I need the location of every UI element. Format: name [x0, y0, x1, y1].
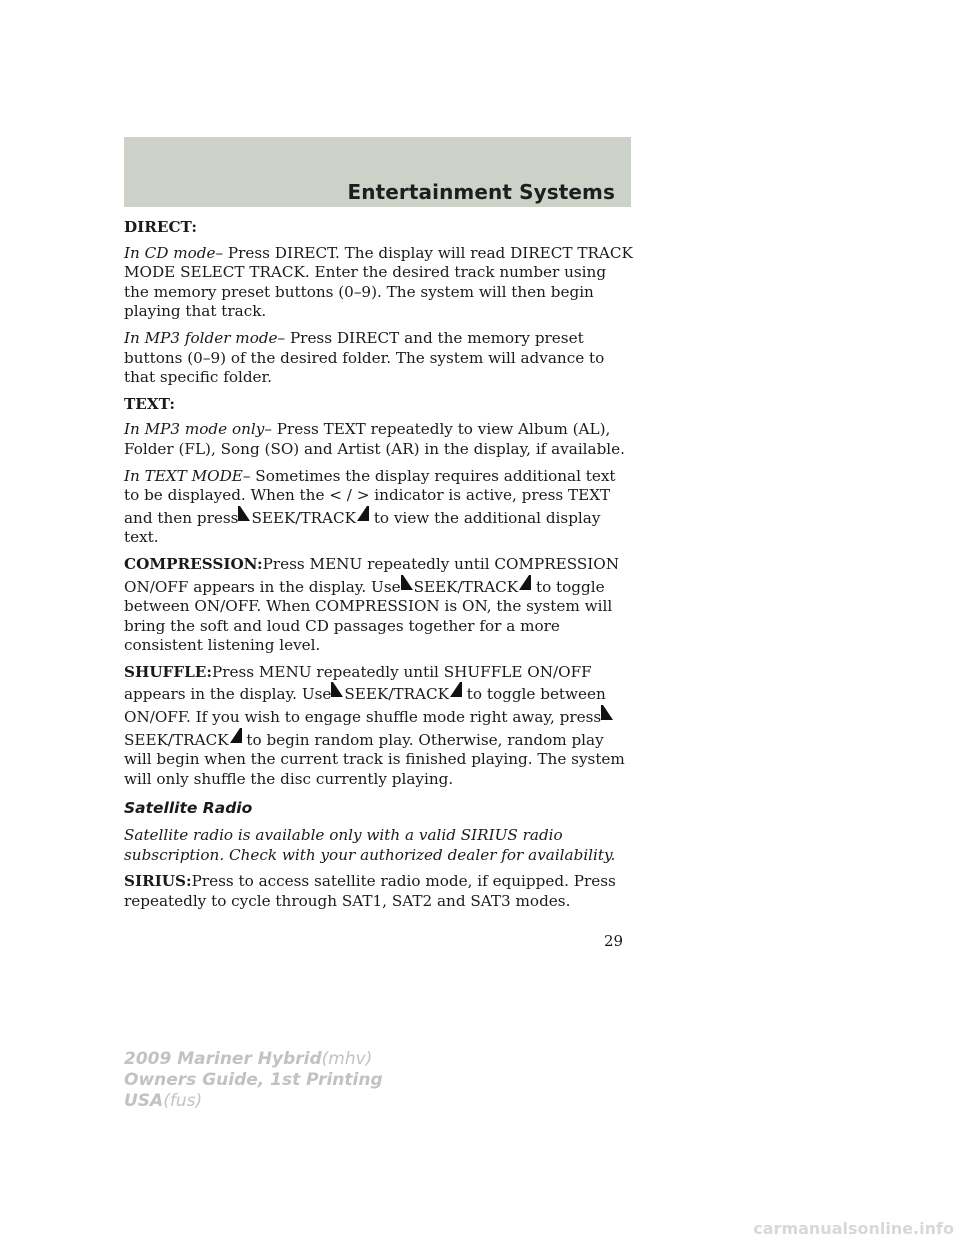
footer-model-code: (mhv) [321, 1049, 373, 1069]
direct-mp3-folder-paragraph [124, 329, 634, 388]
seek-back-triangle-icon [331, 682, 344, 700]
shuffle-label: SHUFFLE: [124, 662, 212, 681]
seek-back-triangle-icon [401, 575, 414, 593]
seek-forward-triangle-icon [449, 682, 462, 700]
seek-forward-triangle-icon [356, 506, 369, 524]
shuffle-paragraph [124, 663, 634, 790]
seek-track-label: SEEK/TRACK [251, 508, 356, 527]
seek-forward-triangle-icon [601, 705, 614, 723]
watermark: carmanualsonline.info [753, 1219, 954, 1238]
shuffle-text-end: to begin random play. Otherwise, random play will begin when the current track is finished playing. The system will only shuffle the disc currently playing. [124, 730, 625, 788]
direct-heading: DIRECT: [124, 218, 197, 236]
text-mode-text: – Sometimes the display requires additional text to be displayed. When the < / > indicator is active, press TEXT and then press [124, 466, 616, 527]
shuffle-text: Press MENU repeatedly until SHUFFLE ON/OFF appears in the display. Use [124, 662, 592, 704]
page-content [124, 218, 634, 918]
section-title: Entertainment Systems [347, 180, 615, 204]
cd-mode-text: – Press DIRECT. The display will read DIRECT TRACK MODE SELECT TRACK. Enter the desired track number using the memory preset buttons (0–9). The system will then begin playing that track. [124, 243, 633, 321]
page-number: 29 [604, 932, 624, 950]
text-mode-text-end: to view the additional display text. [124, 508, 601, 547]
seek-forward-triangle-icon [229, 728, 242, 746]
mp3-only-text: – Press TEXT repeatedly to view Album (AL), Folder (FL), Song (SO) and Artist (AR) in the display, if available. [124, 420, 625, 458]
footer-line-3 [124, 1091, 383, 1112]
mp3-folder-label: In MP3 folder mode [124, 328, 278, 347]
direct-cd-mode-paragraph [124, 244, 634, 322]
text-mp3-only-paragraph [124, 420, 634, 459]
sirius-paragraph [124, 872, 634, 911]
text-mode-paragraph [124, 467, 634, 548]
seek-forward-triangle-icon [518, 575, 531, 593]
footer-line-2: Owners Guide, 1st Printing [124, 1070, 383, 1090]
footer [124, 1049, 383, 1112]
compression-label: COMPRESSION: [124, 554, 263, 573]
seek-track-label: SEEK/TRACK [124, 730, 229, 749]
satellite-note [124, 826, 634, 865]
satellite-radio-title: Satellite Radio [124, 799, 253, 818]
mp3-only-label: In MP3 mode only [124, 420, 265, 439]
sirius-text: Press to access satellite radio mode, if equipped. Press repeatedly to cycle through SAT1, SAT2 and SAT3 modes. [124, 872, 616, 910]
mp3-folder-text: – Press DIRECT and the memory preset buttons (0–9) of the desired folder. The system will advance to that specific folder. [124, 328, 605, 387]
seek-track-label: SEEK/TRACK [344, 685, 449, 704]
satellite-note-text: Satellite radio is available only with a valid SIRIUS radio subscription. Check with your authorized dealer for availability. [124, 826, 616, 864]
text-mode-label: In TEXT MODE [124, 466, 243, 485]
footer-market: USA [124, 1091, 164, 1111]
header-band [124, 137, 631, 207]
compression-text-end: to toggle between ON/OFF. When COMPRESSION is ON, the system will bring the soft and loud CD passages together for a more consistent listening level. [124, 577, 613, 655]
footer-line-1 [124, 1049, 383, 1070]
footer-model: 2009 Mariner Hybrid [124, 1049, 322, 1069]
text-heading: TEXT: [124, 394, 176, 413]
seek-back-triangle-icon [238, 506, 251, 524]
footer-market-code: (fus) [163, 1091, 203, 1111]
cd-mode-label: In CD mode [124, 243, 216, 262]
compression-text: Press MENU repeatedly until COMPRESSION ON/OFF appears in the display. Use [124, 554, 620, 596]
sirius-label: SIRIUS: [124, 872, 192, 891]
seek-track-label: SEEK/TRACK [413, 577, 519, 596]
compression-paragraph [124, 555, 634, 656]
shuffle-text-middle: to toggle between ON/OFF. If you wish to engage shuffle mode right away, press [124, 685, 606, 727]
